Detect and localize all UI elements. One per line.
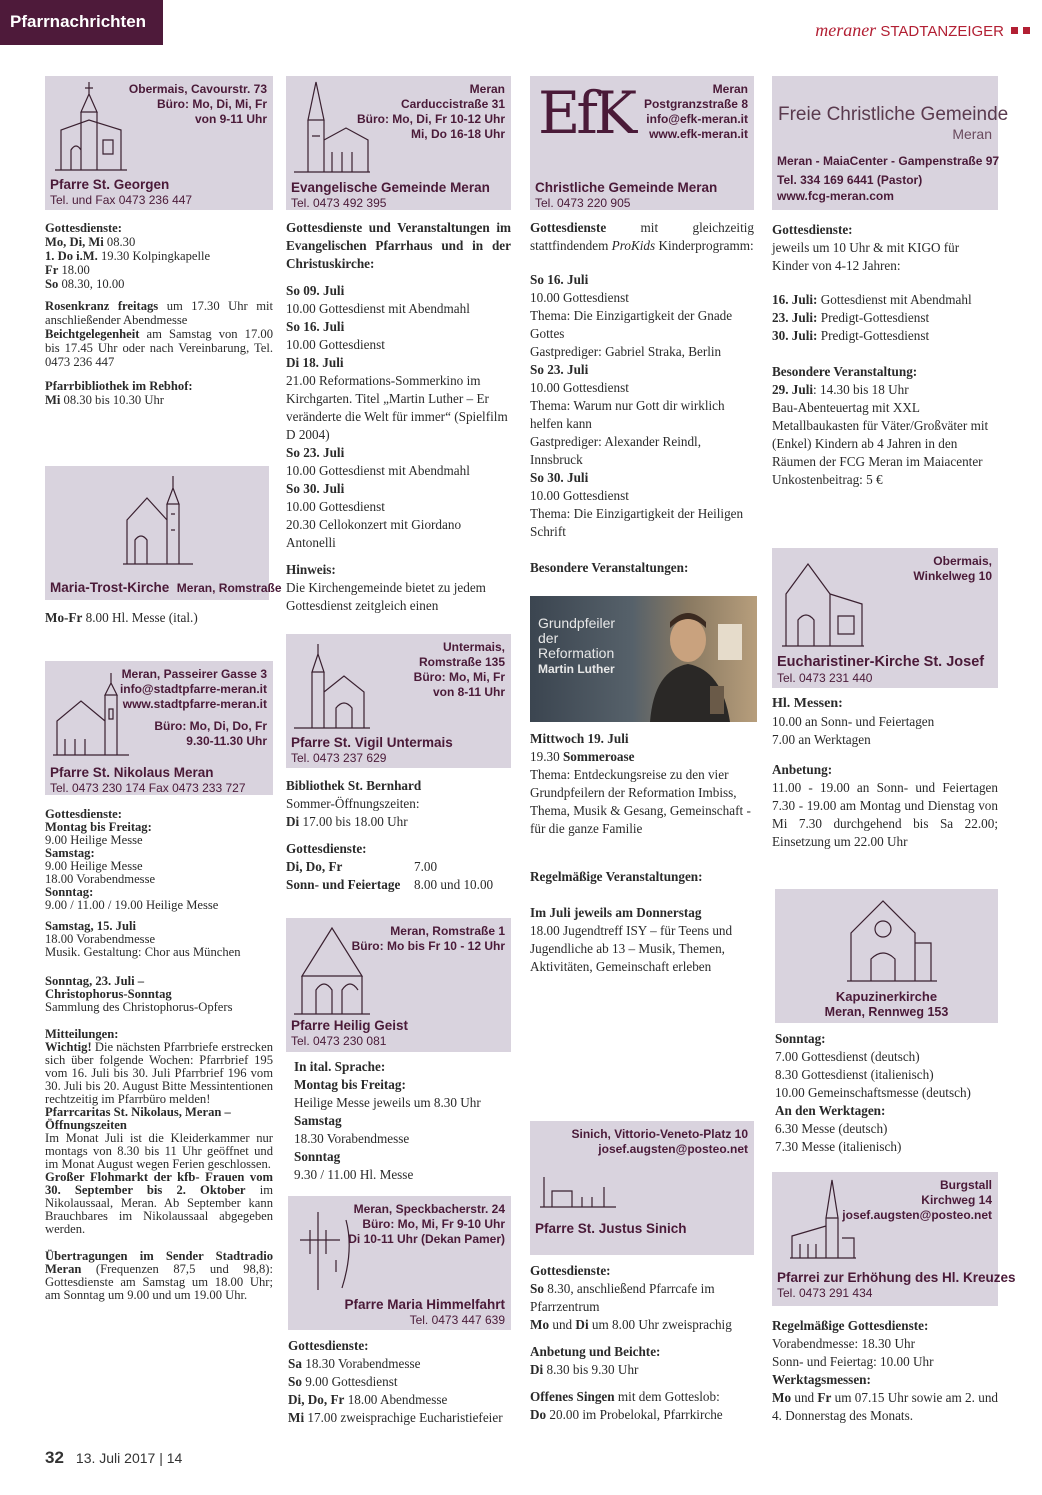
evang-tel: Tel. 0473 492 395: [291, 196, 387, 210]
josef-name: Eucharistiner-Kirche St. Josef: [777, 654, 985, 670]
kapuz-name: Kapuzinerkirche: [835, 989, 938, 1004]
efk-tel: Tel. 0473 220 905: [535, 196, 631, 210]
justus-box: [530, 1121, 754, 1255]
reformation-photo: [530, 596, 757, 722]
georgen-address: Obermais, Cavourstr. 73 Büro: Mo, Di, Mi, Fr von 9-11 Uhr: [128, 82, 267, 126]
church-drawing-icon: [538, 1167, 618, 1215]
kreuz-address: Burgstall Kirchweg 14 josef.augsten@posteo.net: [842, 1178, 992, 1222]
vigil-text: Bibliothek St. Bernhard Sommer-Öffnungszeiten: Di 17.00 bis 18.00 Uhr Gottesdienste: Di, Do, Fr 7.00 Sonn- und Feiertage 8.00 und 10.00: [286, 778, 494, 892]
efk-address: Meran Postgranzstraße 8 info@efk-meran.it www.efk-meran.it: [643, 82, 748, 141]
luther-figure-icon: [640, 604, 750, 722]
efk-text-2: Mittwoch 19. Juli 19.30 Sommeroase Thema: Entdeckungsreise zu den vier Grundpfeilern der Reformation Imbiss, Thema, Musik & Gesang, Gemeinschaft - für die ganze Familie Regelmäßige Veranstaltungen: Im Juli jeweils am Donnerstag 18.00 Jugendtreff ISY – für Teens und Jugendliche ab 13 – Musik, Themen, Aktivitäten, Gemeinschaft erleben: [530, 731, 751, 974]
kreuz-tel: Tel. 0473 291 434: [777, 1286, 873, 1300]
vigil-box: [286, 634, 511, 768]
fcg-logo: Freie Christliche Gemeinde: [778, 104, 1009, 125]
kreuz-text: Regelmäßige Gottesdienste: Vorabendmesse: 18.30 Uhr Sonn- und Feiertag: 10.00 Uhr Werktagsmessen: Mo und Fr um 07.15 Uhr sowie am 2. und 4. Donnerstag des Monats.: [772, 1318, 999, 1423]
page-number: 32: [45, 1448, 64, 1467]
church-drawing-icon: [51, 80, 131, 176]
fcg-logo-sub: Meran: [952, 126, 992, 142]
brand-square-icon: [1011, 27, 1018, 34]
kreuz-box: [772, 1172, 1016, 1306]
efk-logo: EfK: [538, 79, 634, 147]
church-drawing-icon: [841, 893, 941, 985]
fcg-address: Meran - MaiaCenter - Gampenstraße 97: [777, 154, 1000, 168]
church-drawing-icon: [778, 554, 868, 650]
himmel-name: Pfarre Maria Himmelfahrt: [344, 1297, 505, 1312]
fcg-tel: Tel. 334 169 6441 (Pastor): [777, 173, 923, 187]
evang-address: Meran Carduccistraße 31 Büro: Mo, Di, Fr 10-12 Uhr Mi, Do 16-18 Uhr: [356, 82, 505, 141]
kapuz-text: Sonntag: 7.00 Gottesdienst (deutsch) 8.30 Gottesdienst (italienisch) 10.00 Gemeinschaftsmesse (deutsch) An den Werktagen: 6.30 Messe (deutsch) 7.30 Messe (italienisch): [775, 1031, 971, 1154]
evang-box: [286, 76, 511, 210]
fcg-web: www.fcg-meran.com: [777, 189, 894, 203]
kreuz-name: Pfarrei zur Erhöhung des Hl. Kreuzes: [777, 1270, 1016, 1285]
church-drawing-icon: [292, 642, 372, 738]
josef-text: Hl. Messen: 10.00 an Sonn- und Feiertagen 7.00 an Werktagen Anbetung: 11.00 - 19.00 an Sonn- und Feiertagen 7.30 - 19.00 am Montag und Dienstag von Mi 7.30 durchgehend bis Sa 22.00; Einsetzung um 22.00 Uhr: [772, 696, 998, 849]
section-title: Pfarrnachrichten: [0, 0, 163, 45]
trost-text: Mo-Fr 8.00 Hl. Messe (ital.): [45, 610, 198, 625]
evang-text: Gottesdienste und Veranstaltungen im Evangelischen Pfarrhaus und in der Christuskirche: So 09. Juli 10.00 Gottesdienst mit Abendmahl So 16. Juli 10.00 Gottesdienst Di 18. Juli 21.00 Reformations-Sommerkino im Kirchgarten. Titel „Martin Luther – Er veränderte die Welt für immer“ (Spielfilm D 2004) So 23. Juli 10.00 Gottesdienst mit Abendmahl So 30. Juli 10.00 Gottesdienst 20.30 Cellokonzert mit Giordano Antonelli Hinweis: Die Kirchengemeinde bietet zu jedem Gottesdienst zeitgleich einen: [286, 220, 511, 613]
evang-name: Evangelische Gemeinde Meran: [291, 180, 490, 195]
brand-logo: meraner STADTANZEIGER: [815, 20, 1004, 40]
justus-address: Sinich, Vittorio-Veneto-Platz 10 josef.augsten@posteo.net: [571, 1127, 748, 1156]
fcg-text: Gottesdienste: jeweils um 10 Uhr & mit KIGO für Kinder von 4-12 Jahren: 16. Juli: Gottesdienst mit Abendmahl 23. Juli: Predigt-Gottesdienst 30. Juli: Predigt-Gottesdienst Besondere Veranstaltung: 29. Juli: 14.30 bis 18 Uhr Bau-Abenteuertag mit XXL Metallbaukasten für Väter/Großväter mit (Enkel) Kindern ab 4 Jahren in den Räumen der FCG Meran im Maiacenter Unkostenbeitrag: 5 €: [772, 222, 989, 487]
trost-box: [45, 466, 282, 600]
vigil-tel: Tel. 0473 237 629: [291, 751, 387, 765]
church-drawing-icon: [117, 474, 197, 570]
georgen-box: [45, 76, 273, 210]
geist-text: In ital. Sprache: Montag bis Freitag: Heilige Messe jeweils um 8.30 Uhr Samstag 18.30 Vorabendmesse Sonntag 9.30 / 11.00 Hl. Messe: [294, 1059, 481, 1182]
georgen-text: Gottesdienste: Mo, Di, Mi 08.30 1. Do i.M. 19.30 Kolpingkapelle Fr 18.00 So 08.30, 10.00 Rosenkranz freitags um 17.30 Uhr mit anschließender Abendmesse Beichtgelegenheit am Samstag von 17.00 bis 17.45 Uhr oder nach Vereinbarung, Tel. 0473 236 447 Pfarrbibliothek im Rebhof: Mi 08.30 bis 10.30 Uhr: [45, 221, 273, 407]
brand-square-icon: [1023, 27, 1030, 34]
himmel-tel: Tel. 0473 447 639: [409, 1313, 505, 1327]
issue-date: 13. Juli 2017 | 14: [75, 1450, 183, 1466]
efk-name: Christliche Gemeinde Meran: [535, 180, 718, 195]
efk-box: [530, 76, 754, 210]
josef-address: Obermais, Winkelweg 10: [913, 554, 992, 583]
georgen-tel: Tel. und Fax 0473 236 447: [50, 193, 193, 207]
nikolaus-name: Pfarre St. Nikolaus Meran: [50, 765, 214, 780]
nikolaus-address: Meran, Passeirer Gasse 3 info@stadtpfarre-meran.it www.stadtpfarre-meran.it Büro: Mo, Di, Do, Fr 9.30-11.30 Uhr: [119, 667, 267, 748]
trost-name: Maria-Trost-Kirche Meran, Romstraße: [50, 580, 282, 595]
nikolaus-text: Gottesdienste: Montag bis Freitag: 9.00 Heilige Messe Samstag: 9.00 Heilige Messe 18.00 Vorabendmesse Sonntag: 9.00 / 11.00 / 19.00 Heilige Messe Samstag, 15. Juli 18.00 Vorabendmesse Musik. Gestaltung: Chor aus München Sonntag, 23. Juli – Christophorus-Sonntag Sammlung des Christophorus-Opfers Mitteilungen: Wichtig! Die nächsten Pfarrbriefe erstrecken sich über folgende Wochen: Pfarrbrief 195 vom 16. Juli bis 30. Juli Pfarrbrief 196 vom 30. Juli bis 20. August Bitte Messintentionen rechtzeitig im Pfarrbüro melden! Pfarrcaritas St. Nikolaus, Meran – Öffnungszeiten Im Monat Juli ist die Kleiderkammer nur montags von 8.30 bis 11 Uhr geöffnet und im Monat August wegen Ferien geschlossen. Großer Flohmarkt der kfb- Frauen vom 30. September bis 2. Oktober im Nikolaussaal, Meran. Ab September kann Brauchbares im Nikolaussaal abgegeben werden. Übertragungen im Sender Stadtradio Meran (Frequenzen 87,5 und 98,8): Gottesdienste am Samstag um 18.00 Uhr; am Sonntag um 9.00 und um 19.00 Uhr.: [45, 807, 273, 1302]
justus-name: Pfarre St. Justus Sinich: [535, 1221, 687, 1236]
himmel-address: Meran, Speckbacherstr. 24 Büro: Mo, Mi, Fr 9-10 Uhr Di 10-11 Uhr (Dekan Pamer): [348, 1202, 505, 1246]
page-footer: [45, 1448, 182, 1468]
photo-caption: Grundpfeiler der Reformation Martin Luther: [538, 615, 616, 676]
himmel-box: [288, 1196, 511, 1330]
georgen-name: Pfarre St. Georgen: [50, 177, 170, 192]
geist-box: [286, 918, 511, 1052]
vigil-address: Untermais, Romstraße 135 Büro: Mo, Mi, Fr von 8-11 Uhr: [413, 640, 505, 699]
fcg-box: [772, 76, 1009, 210]
justus-text: Gottesdienste: So 8.30, anschließend Pfarrcafe im Pfarrzentrum Mo und Di um 8.00 Uhr zweisprachig Anbetung und Beichte: Di 8.30 bis 9.30 Uhr Offenes Singen mit dem Gotteslob: Do 20.00 im Probelokal, Pfarrkirche: [530, 1263, 732, 1422]
geist-address: Meran, Romstraße 1 Büro: Mo bis Fr 10 - 12 Uhr: [351, 924, 505, 953]
cross-drawing-icon: [296, 1210, 356, 1292]
geist-tel: Tel. 0473 230 081: [291, 1034, 387, 1048]
nikolaus-box: [45, 661, 273, 795]
nikolaus-tel: Tel. 0473 230 174 Fax 0473 233 727: [50, 781, 246, 795]
josef-box: [772, 548, 998, 688]
efk-text: Gottesdienste mit gleichzeitig stattfindendem ProKids Kinderprogramm: So 16. Juli 10.00 Gottesdienst Thema: Die Einzigartigkeit der Gnade Gottes Gastprediger: Gabriel Straka, Berlin So 23. Juli 10.00 Gottesdienst Thema: Warum nur Gott dir wirklich helfen kann Gastprediger: Alexander Reindl, Innsbruck So 30. Juli 10.00 Gottesdienst Thema: Die Einzigartigkeit der Heiligen Schrift Besondere Veranstaltungen:: [530, 220, 754, 575]
kapuz-address: Meran, Rennweg 153: [824, 1005, 949, 1019]
kapuz-box: [775, 889, 998, 1023]
geist-name: Pfarre Heilig Geist: [291, 1018, 409, 1033]
himmel-text: Gottesdienste: Sa 18.30 Vorabendmesse So 9.00 Gottesdienst Di, Do, Fr 18.00 Abendmesse Mi 17.00 zweisprachige Eucharistiefeier: [288, 1338, 503, 1425]
vigil-name: Pfarre St. Vigil Untermais: [291, 735, 453, 750]
josef-tel: Tel. 0473 231 440: [777, 671, 873, 685]
